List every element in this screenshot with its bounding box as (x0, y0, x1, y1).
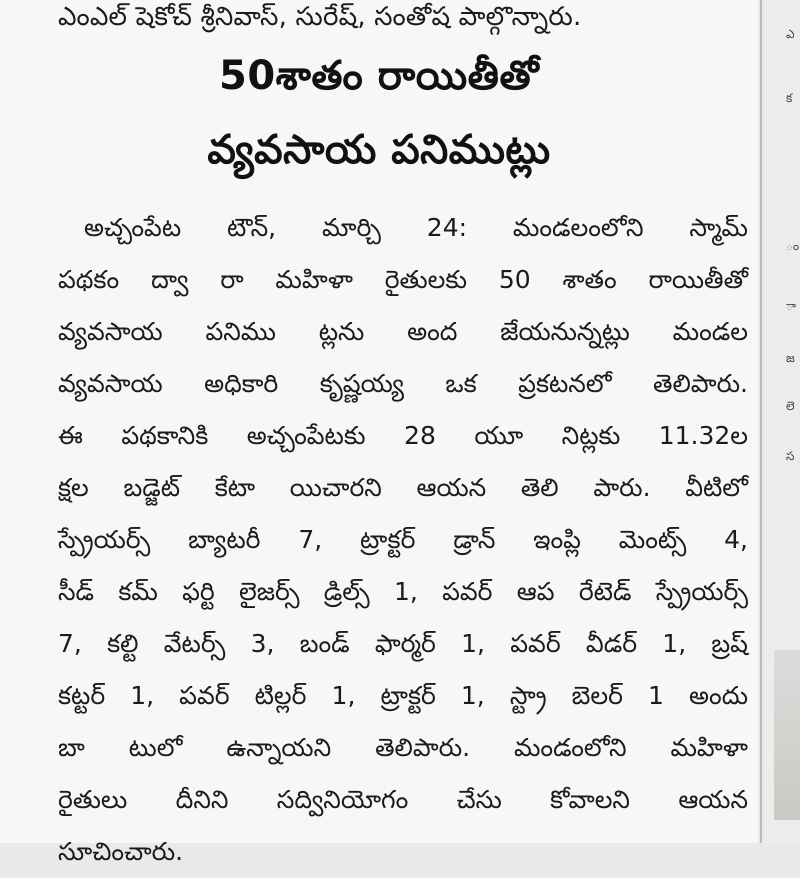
adjacent-fragment: ం (786, 239, 800, 253)
adjacent-column-edge (764, 0, 800, 843)
body-line: స్ప్రేయర్స్ బ్యాటరీ 7, ట్రాక్టర్ డ్రాన్ ఇంప్లి మెంట్స్ 4, (58, 525, 748, 554)
body-line: వ్యవసాయ పనిము ట్లను అంద జేయనున్నట్లు మండల (58, 317, 748, 346)
adjacent-fragment: క (786, 91, 793, 105)
body-line: కట్టర్ 1, పవర్ టిల్లర్ 1, ట్రాక్టర్ 1, స్ట్రా బెలర్ 1 అందు (58, 681, 748, 710)
headline-line-1: 50శాతం రాయితీతో (218, 53, 539, 99)
adjacent-fragment: ా (786, 299, 797, 313)
previous-article-tail: ఎంఎల్ షెకోచ్ శ్రీనివాస్, సురేష్, సంతోష పాల్గొన్నారు. (58, 2, 582, 32)
body-line: అచ్చంపేట టౌన్, మార్చి 24: మండలంలోని స్మామ్ (84, 213, 748, 242)
body-line: బా టులో ఉన్నాయని తెలిపారు. మండంలోని మహిళా (58, 733, 748, 762)
body-line: క్షల బడ్జెట్ కేటా యిచారని ఆయన తెలి పారు. వీటిలో (58, 473, 748, 502)
body-line: ఈ పథకానికి అచ్చంపేటకు 28 యూ నిట్లకు 11.32ల (58, 421, 748, 450)
body-line: పథకం ద్వా రా మహిళా రైతులకు 50 శాతం రాయితీతో (58, 265, 748, 294)
body-line: వ్యవసాయ అధికారి కృష్ణయ్య ఒక ప్రకటనలో తెలిపారు. (58, 369, 748, 398)
body-line: సూచించారు. (58, 837, 184, 866)
headline-line-2: వ్యవసాయ పనిముట్లు (207, 127, 551, 173)
body-line: రైతులు దీనిని సద్వినియోగం చేసు కోవాలని ఆయన (58, 785, 748, 814)
adjacent-fragment: ఎ (786, 27, 795, 41)
adjacent-fragment: స (786, 449, 795, 463)
article-body (58, 202, 748, 878)
body-line: సీడ్ కమ్ ఫర్టి లైజర్స్ డ్రిల్స్ 1, పవర్ ఆప రేటెడ్ స్ప్రేయర్స్ (58, 577, 748, 606)
adjacent-photo (774, 650, 800, 820)
adjacent-fragment: లె (786, 399, 795, 413)
adjacent-fragment: జ (786, 351, 795, 365)
body-line: 7, కల్టి వేటర్స్ 3, బండ్ ఫార్మర్ 1, పవర్ వీడర్ 1, బ్రష్ (58, 629, 748, 658)
column-divider (760, 0, 762, 843)
